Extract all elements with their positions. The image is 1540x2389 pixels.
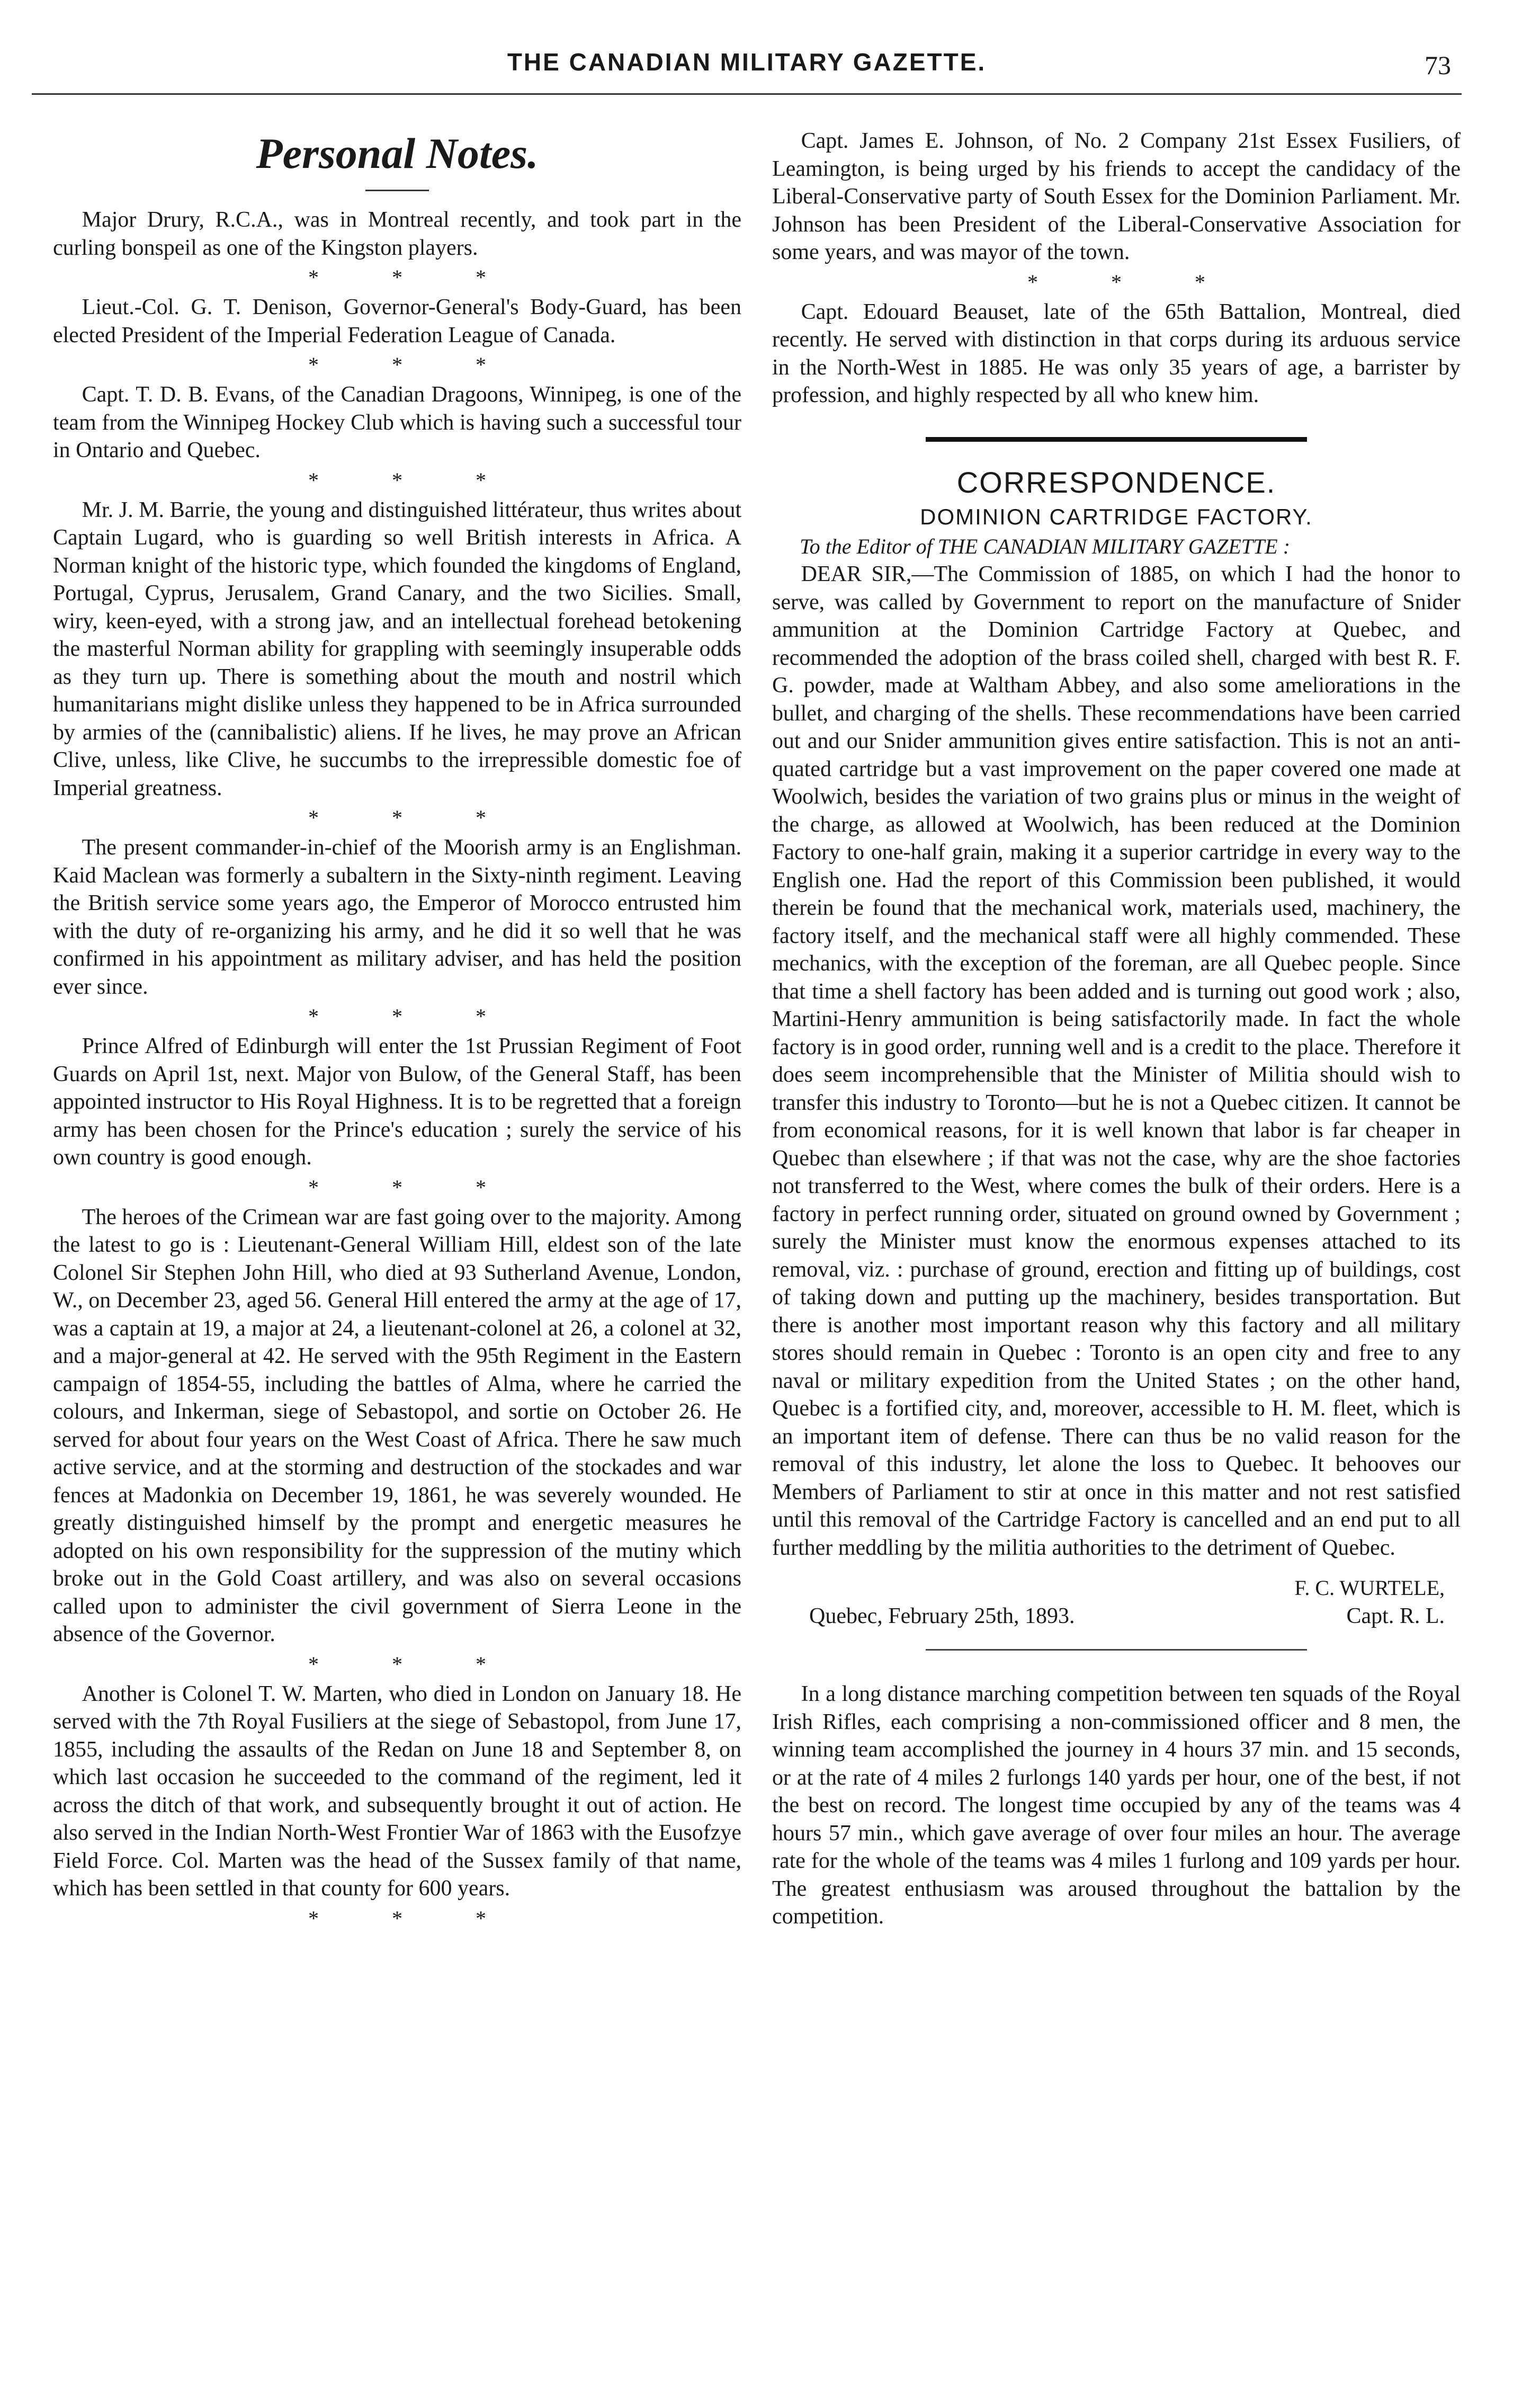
personal-notes-title: Personal Notes.: [256, 129, 539, 177]
section-rule: [926, 1649, 1307, 1651]
note-prince-alfred: Prince Alfred of Edinburgh will enter the 1st Prussian Regiment of Foot Guards on April 1st, next. Major von Bulow, of the General Staff, has been appointed instructor to His Royal Highness. It is to be regretted that a foreign army has been chosen for the Prince's education ; surely the service of his own country is good enough.: [53, 1034, 741, 1170]
letter-body: DEAR SIR,—The Commission of 1885, on which I had the honor to serve, was called by Government to report on the manufacture of Snider ammunition at the Dominion Cartridge Factory at Quebec, and recommended the adoption of the brass coiled shell, charged with best R. F. G. powder, made at Waltham Abbey, and also some ameliorations in the bullet, and charging of the shells. These recommendations have been carried out and our Snider ammunition gives entire satisfaction. This is not an anti-quated cartridge but a vast improvement on the paper covered one made at Woolwich, besides the variation of two grains plus or minus in the weight of the charge, as allowed at Woolwich, has been reduced at the Dominion Factory to one-half grain, making it a superior cartridge in every way to the English one. Had the report of this Commission been published, it would therein be found that the mechanical work, materials used, machinery, the factory itself, and the mechanical staff were all highly commended. These mechanics, with the exception of the foreman, are all Quebec people. Since that time a shell factory has been added and is turning out good work ; also, Martini-Henry ammunition is being satisfactorily made. In fact the whole factory is in good order, running well and is a credit to the place. Therefore it does seem incomprehensible that the Minister of Militia should wish to transfer this industry to Toronto—but he is not a Quebec citizen. It cannot be from economical reasons, for it is well known that labor is far cheaper in Quebec than elsewhere ; if that was not the case, why are the shoe factories not transferred to the West, where comes the bulk of their orders. Here is a factory in perfect running order, situated on ground owned by Government ; surely the Minister must know the enormous expenses attached to its removal, viz. : purchase of ground, erection and fitting up of buildings, cost of taking down and putting up the machinery, besides transportation. But there is another most important reason why this factory and all military stores should remain in Quebec : Toronto is an open city and free to any naval or military expedition from the United States ; on the other hand, Quebec is a fortified city, and, moreover, accessible to H. M. fleet, which is an important item of defense. There can thus be no valid reason for the removal of this industry, let alone the loss to Quebec. It behooves our Members of Parliament to stir at once in this matter and not rest satisfied until this removal of the Cartridge Factory is cancelled and an end put to all further meddling by the militia authorities to the detriment of Quebec.: [772, 562, 1461, 1560]
separator-stars: * * *: [308, 468, 520, 492]
to-editor-line: To the Editor of THE CANADIAN MILITARY GAZETTE :: [800, 534, 1291, 558]
section-rule: [926, 437, 1307, 442]
note-barrie-lugard: Mr. J. M. Barrie, the young and distinguished littérateur, thus writes about Captain Lugard, who is guarding so well British interests in Africa. A Norman knight of the historic type, which founded the kingdoms of England, Portugal, Cyprus, Jerusalem, Grand Canary, and the two Sicilies. Small, wiry, keen-eyed, with a strong jaw, and an intellectual forehead betokening the masterful Norman ability for grappling with seemingly insuperable odds as they turn up. There is something about the mouth and nostril which humanitarians might dislike unless they happened to be in Africa surrounded by armies of the (cannibalistic) aliens. If he lives, he may prove an African Clive, unless, like Clive, he succumbs to the irrepressible domestic foe of Imperial greatness.: [53, 497, 741, 800]
note-drury: Major Drury, R.C.A., was in Montreal recently, and took part in the curling bonspeil as one of the Kingston players.: [53, 208, 741, 260]
header-rule: [32, 93, 1462, 95]
correspondence-subtitle: DOMINION CARTRIDGE FACTORY.: [920, 504, 1313, 529]
place-date: Quebec, February 25th, 1893.: [809, 1603, 1075, 1628]
left-column: [53, 127, 741, 1935]
note-johnson: Capt. James E. Johnson, of No. 2 Company 21st Essex Fusiliers, of Leamington, is being urged by his friends to accept the candidacy of the Liberal-Conservative party of South Essex for the Dominion Parliament. Mr. Johnson has been President of the Liberal-Conservative Association for some years, and was mayor of the town.: [772, 129, 1461, 264]
note-beauset: Capt. Edouard Beauset, late of the 65th Battalion, Montreal, died recently. He served with distinction in that corps during its arduous service in the North-West in 1885. He was only 35 years of age, a barrister by profession, and highly respected by all who knew him.: [772, 299, 1461, 407]
correspondence-title: CORRESPONDENCE.: [956, 465, 1276, 499]
page-number: 73: [1425, 50, 1451, 80]
note-hill: The heroes of the Crimean war are fast going over to the majority. Among the latest to go is : Lieutenant-General William Hill, eldest son of the late Colonel Sir Stephen John Hill, who died at 93 Sutherland Avenue, London, W., on December 23, aged 56. General Hill entered the army at the age of 17, was a captain at 19, a major at 24, a lieutenant-colonel at 26, a colonel at 32, and a major-general at 42. He served with the 95th Regiment in the Eastern campaign of 1854-55, including the battles of Alma, where he carried the colours, and Inkerman, siege of Sebastopol, and sortie on October 26. He served for about four years on the West Coast of Africa. There he saw much active service, and at the storming and destruction of the stockades and war fences at Madonkia on December 19, 1861, he was severely wounded. He greatly distinguished himself by the prompt and energetic measures he adopted on his own responsibility for the suppression of the mutiny which broke out in the Gold Coast artillery, and was also on several occasions called upon to administer the civil government of Sierra Leone in the absence of the Governor.: [53, 1205, 741, 1646]
note-denison: Lieut.-Col. G. T. Denison, Governor-General's Body-Guard, has been elected President of the Imperial Federation League of Canada.: [53, 295, 741, 347]
place-date-row: [772, 1602, 1461, 1630]
gazette-title: THE CANADIAN MILITARY GAZETTE.: [507, 48, 987, 76]
note-marten: Another is Colonel T. W. Marten, who died in London on January 18. He served with the 7th Royal Fusiliers at the siege of Sebastopol, from June 17, 1855, including the assaults of the Redan on June 18 and September 8, on which last occasion he succeeded to the command of the regiment, led it across the ditch of that work, and subsequently brought it out of action. He also served in the Indian North-West Frontier War of 1863 with the Eusofzye Field Force. Col. Marten was the head of the Sussex family of that name, which has been settled in that county for 600 years.: [53, 1681, 741, 1901]
separator-stars: * * *: [308, 265, 520, 289]
note-maclean: The present commander-in-chief of the Moorish army is an Englishman. Kaid Maclean was formerly a subaltern in the Sixty-ninth regiment. Leaving the British service some years ago, the Emperor of Morocco entrusted him with the duty of re-organizing his army, and he did it so well that he was confirmed in his appointment as military adviser, and has held the position ever since.: [53, 835, 741, 999]
separator-stars: * * *: [308, 1175, 520, 1199]
rank: Capt. R. L.: [1346, 1603, 1445, 1628]
separator-stars: * * *: [308, 1906, 520, 1930]
marching-competition: In a long distance marching competition between ten squads of the Royal Irish Rifles, each comprising a non-commissioned officer and 8 men, the winning team accomplished the journey in 4 hours 37 min. and 15 seconds, or at the rate of 4 miles 2 furlongs 140 yards per hour, one of the best, if not the best on record. The longest time occupied by any of the teams was 4 hours 57 min., which gave average of over four miles an hour. The average rate for the whole of the teams was 4 miles 1 furlong and 109 yards per hour. The greatest enthusiasm was aroused throughout the battalion by the competition.: [772, 1682, 1461, 1929]
salutation: DEAR SIR,: [801, 562, 912, 586]
signature: F. C. WURTELE,: [1294, 1576, 1445, 1600]
title-rule: [365, 190, 429, 191]
right-column: [772, 127, 1461, 1931]
separator-stars: * * *: [1027, 270, 1239, 294]
separator-stars: * * *: [308, 1004, 520, 1028]
separator-stars: * * *: [308, 806, 520, 830]
letter-text: The Commission of 1885, on which I had the honor to serve, was called by Government to report on the manufacture of Snider ammunition at the Dominion Cartridge Factory at Quebec, and recommended the adoption of the brass coiled shell, charged with best R. F. G. powder, made at Waltham Abbey, and also some ameliorations in the bullet, and charging of the shells. These recommendations have been carried out and our Snider ammunition gives entire satisfaction. This is not an anti-quated cartridge but a vast improvement on the paper covered one made at Woolwich, besides the variation of two grains plus or minus in the weight of the charge, as allowed at Woolwich, has been reduced at the Dominion Factory to one-half grain, making it a superior cartridge in every way to the English one. Had the report of this Commission been published, it would therein be found that the mechanical work, materials used, machinery, the factory itself, and the mechanical staff were all highly commended. These mechanics, with the exception of the foreman, are all Quebec people. Since that time a shell factory has been added and is turning out good work ; also, Martini-Henry ammunition is being satisfactorily made. In fact the whole factory is in good order, running well and is a credit to the place. Therefore it does seem incomprehensible that the Minister of Militia should wish to transfer this industry to Toronto—but he is not a Quebec citizen. It cannot be from economical reasons, for it is well known that labor is far cheaper in Quebec than elsewhere ; if that was not the case, why are the shoe factories not transferred to the West, where comes the bulk of their orders. Here is a factory in perfect running order, situated on ground owned by Government ; surely the Minister must know the enormous expenses attached to its removal, viz. : purchase of ground, erection and fitting up of buildings, cost of taking down and putting up the machinery, besides transportation. But there is another most important reason why this factory and all military stores should remain in Quebec : Toronto is an open city and free to any naval or military expedition from the United States ; on the other hand, Quebec is a fortified city, and, moreover, accessible to H. M. fleet, which is an important item of defense. There can thus be no valid reason for the removal of this industry, let alone the loss to Quebec. It behooves our Members of Parliament to stir at once in this matter and not rest satisfied until this removal of the Cartridge Factory is cancelled and an end put to all further meddling by the militia authorities to the detriment of Quebec.: [772, 562, 1461, 1560]
note-evans: Capt. T. D. B. Evans, of the Canadian Dragoons, Winnipeg, is one of the team from the Winnipeg Hockey Club which is having such a successful tour in Ontario and Quebec.: [53, 382, 741, 462]
separator-stars: * * *: [308, 1652, 520, 1676]
separator-stars: * * *: [308, 353, 520, 377]
page-header: [32, 42, 1462, 101]
